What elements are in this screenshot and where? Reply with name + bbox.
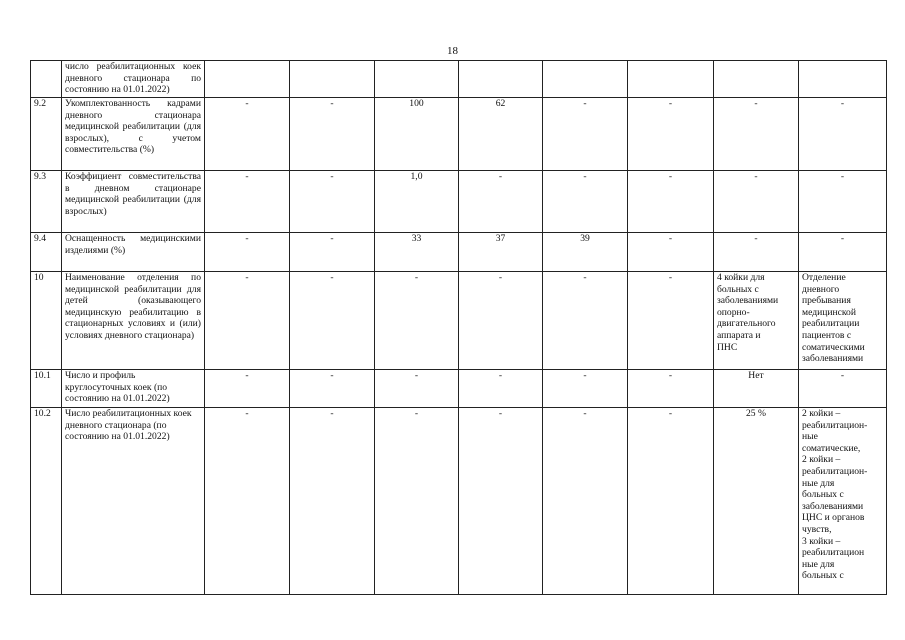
table-cell xyxy=(459,61,543,98)
table-cell: - xyxy=(714,233,799,272)
table-cell: - xyxy=(205,233,290,272)
table-cell: - xyxy=(205,272,290,370)
table-cell: - xyxy=(205,98,290,171)
table-cell: - xyxy=(205,171,290,233)
table-cell: - xyxy=(799,171,887,233)
row-description: Оснащенность медицинскими изделиями (%) xyxy=(62,233,205,272)
table-cell xyxy=(543,61,628,98)
table-row xyxy=(31,233,887,272)
table-cell xyxy=(799,61,887,98)
rehabilitation-indicators-table xyxy=(30,60,887,595)
table-cell: 37 xyxy=(459,233,543,272)
table-cell: - xyxy=(799,370,887,408)
table-cell-text: 2 койки – реабилитацион- ные соматические, 2 койки – реабилитацион- ные для больных с заболеваниями ЦНС и органов чувств, 3 койки – реабилитацион ные для больных с xyxy=(799,408,887,595)
table-cell: - xyxy=(628,370,714,408)
table-cell: - xyxy=(543,98,628,171)
table-row xyxy=(31,171,887,233)
table-cell: 100 xyxy=(375,98,459,171)
table-cell xyxy=(714,61,799,98)
table-cell xyxy=(205,61,290,98)
table-cell xyxy=(628,61,714,98)
row-number: 9.4 xyxy=(31,233,62,272)
table-cell: - xyxy=(290,171,375,233)
table-cell: - xyxy=(543,272,628,370)
row-description: Укомплектованность кадрами дневного стационара медицинской реабилитации (для взрослых), с учетом совместительства (%) xyxy=(62,98,205,171)
table-cell: - xyxy=(290,98,375,171)
table-cell: 39 xyxy=(543,233,628,272)
row-description: Коэффициент совместительства в дневном стационаре медицинской реабилитации (для взрослых) xyxy=(62,171,205,233)
table-cell: - xyxy=(543,370,628,408)
table-cell: - xyxy=(628,272,714,370)
row-number: 10 xyxy=(31,272,62,370)
page-number: 18 xyxy=(447,45,458,57)
table-cell: - xyxy=(290,370,375,408)
table-cell: Нет xyxy=(714,370,799,408)
table-cell xyxy=(375,61,459,98)
table-cell: - xyxy=(799,98,887,171)
table-cell: - xyxy=(290,408,375,595)
table-cell: - xyxy=(543,408,628,595)
table-cell: - xyxy=(290,233,375,272)
row-number: 10.2 xyxy=(31,408,62,595)
table-cell: 62 xyxy=(459,98,543,171)
table-cell: - xyxy=(375,272,459,370)
table-cell: - xyxy=(290,272,375,370)
table-cell: 33 xyxy=(375,233,459,272)
table-cell: - xyxy=(459,272,543,370)
row-number: 9.2 xyxy=(31,98,62,171)
table-cell: - xyxy=(459,370,543,408)
row-description: число реабилитационных коек дневного стационара по состоянию на 01.01.2022) xyxy=(62,61,205,98)
table-row xyxy=(31,61,887,98)
table-cell: - xyxy=(628,233,714,272)
table-cell: - xyxy=(714,98,799,171)
table-cell: - xyxy=(628,408,714,595)
table-row xyxy=(31,98,887,171)
row-description: Число и профиль круглосуточных коек (по состоянию на 01.01.2022) xyxy=(62,370,205,408)
row-number xyxy=(31,61,62,98)
table-cell: - xyxy=(459,408,543,595)
table-cell-text: Отделение дневного пребывания медицинской реабилитации пациентов с соматическими заболеваниями xyxy=(799,272,887,370)
row-description: Число реабилитационных коек дневного стационара (по состоянию на 01.01.2022) xyxy=(62,408,205,595)
table-cell: - xyxy=(459,171,543,233)
table-cell: 1,0 xyxy=(375,171,459,233)
table-cell: - xyxy=(543,171,628,233)
table-cell: - xyxy=(375,370,459,408)
row-description: Наименование отделения по медицинской реабилитации для детей (оказывающего медицинскую реабилитацию в стационарных условиях и (или) условиях дневного стационара) xyxy=(62,272,205,370)
table-cell: - xyxy=(375,408,459,595)
table-row xyxy=(31,370,887,408)
table-cell: - xyxy=(205,370,290,408)
table-row xyxy=(31,272,887,370)
table-cell: - xyxy=(799,233,887,272)
table-cell: - xyxy=(714,171,799,233)
table-row xyxy=(31,408,887,595)
table-cell: - xyxy=(628,98,714,171)
table-cell: - xyxy=(205,408,290,595)
table-cell: - xyxy=(628,171,714,233)
table-cell-text: 4 койки для больных с заболеваниями опорно- двигательного аппарата и ПНС xyxy=(714,272,799,370)
table-cell: 25 % xyxy=(714,408,799,595)
row-number: 10.1 xyxy=(31,370,62,408)
row-number: 9.3 xyxy=(31,171,62,233)
table-cell xyxy=(290,61,375,98)
